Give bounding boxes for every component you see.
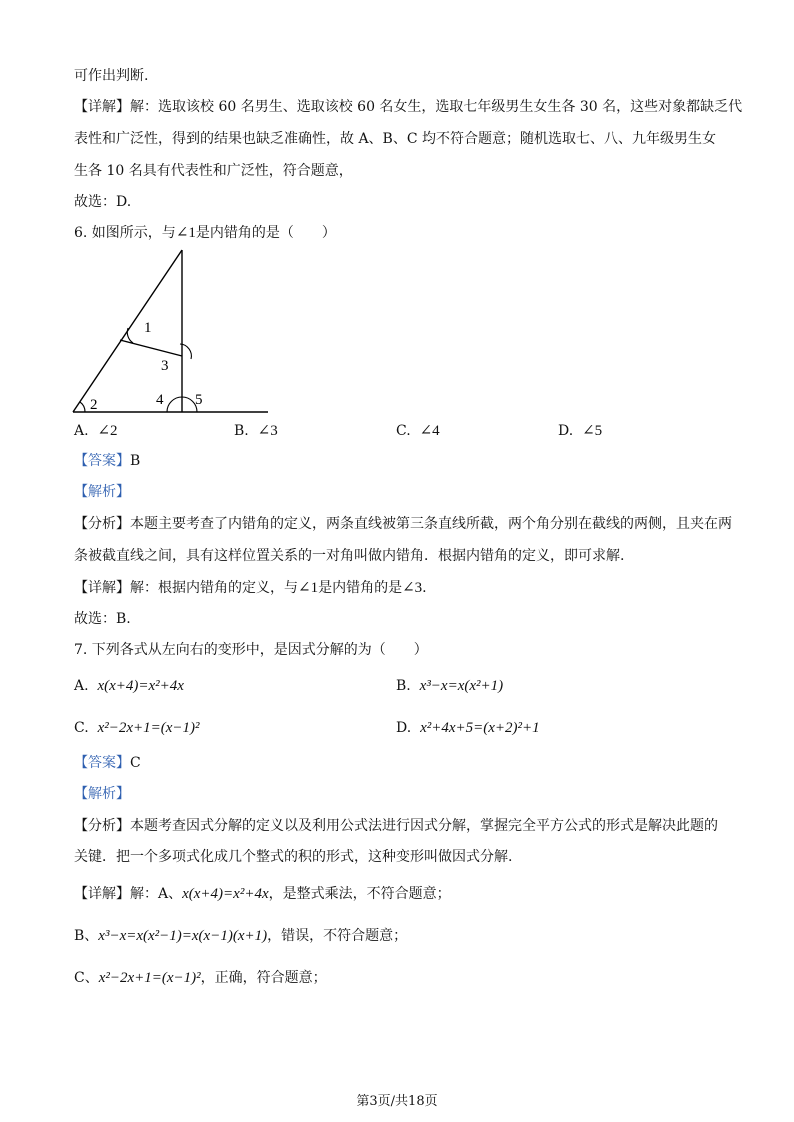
text-line: 【详解】解：选取该校 60 名男生、选取该校 60 名女生，选取七年级男生女生各 30 名，这些对象都缺乏代 <box>74 99 743 115</box>
page-footer: 第3页/共18页 <box>356 1094 438 1109</box>
label-2: 2 <box>90 397 98 413</box>
option-b: B. x³−x=x(x²+1) <box>396 678 504 694</box>
label-4: 4 <box>156 392 164 408</box>
detail-line: 【详解】解：A、x(x+4)=x²+4x，是整式乘法，不符合题意； <box>74 886 451 902</box>
answer-line <box>74 451 140 471</box>
fenxi-line: 【分析】本题主要考查了内错角的定义，两条直线被第三条直线所截，两个角分别在截线的两侧，且夹在两 <box>74 516 732 532</box>
geometry-figure <box>68 244 278 416</box>
option-b: B. ∠3 <box>234 423 278 439</box>
analysis-heading: 【解析】 <box>74 786 130 802</box>
question-stem: 6. 如图所示，与∠1是内错角的是（ ） <box>74 225 336 241</box>
answer-tag: 【答案】 <box>74 755 130 771</box>
fenxi-line: 关键．把一个多项式化成几个整式的积的形式，这种变形叫做因式分解. <box>74 849 513 865</box>
question-stem: 7. 下列各式从左向右的变形中，是因式分解的为（ ） <box>74 642 428 658</box>
angle-2-arc <box>80 402 85 412</box>
option-d: D. ∠5 <box>558 423 603 439</box>
choose-line: 故选：B. <box>74 611 131 627</box>
label-1: 1 <box>144 320 152 336</box>
detail-tag: 【详解】 <box>74 99 130 115</box>
option-a: A. ∠2 <box>74 423 118 439</box>
text-line: 可作出判断. <box>74 68 149 84</box>
answer-tag: 【答案】 <box>74 453 130 469</box>
text-line: 表性和广泛性，得到的结果也缺乏准确性，故 A、B、C 均不符合题意；随机选取七、八、九年级男生女 <box>74 131 717 147</box>
option-c: C. ∠4 <box>396 423 440 439</box>
answer-value: B <box>130 453 141 469</box>
transversal-line <box>120 340 182 356</box>
answer-value: C <box>130 755 141 771</box>
text-line: 故选：D. <box>74 194 132 210</box>
fenxi-line: 【分析】本题考查因式分解的定义以及利用公式法进行因式分解，掌握完全平方公式的形式是解决此题的 <box>74 818 718 834</box>
text-line: 生各 10 名具有代表性和广泛性，符合题意， <box>74 163 353 179</box>
label-3: 3 <box>161 358 169 374</box>
option-c: C. x²−2x+1=(x−1)² <box>74 720 200 736</box>
option-d: D. x²+4x+5=(x+2)²+1 <box>396 720 540 736</box>
option-a: A. x(x+4)=x²+4x <box>74 678 184 694</box>
detail-line: B、x³−x=x(x²−1)=x(x−1)(x+1)，错误，不符合题意； <box>74 928 408 944</box>
fenxi-line: 条被截直线之间，具有这样位置关系的一对角叫做内错角．根据内错角的定义，即可求解. <box>74 548 625 564</box>
answer-line <box>74 753 141 773</box>
label-5: 5 <box>195 392 203 408</box>
detail-line: C、x²−2x+1=(x−1)²，正确，符合题意； <box>74 970 327 986</box>
analysis-heading: 【解析】 <box>74 484 130 500</box>
detail-line: 【详解】解：根据内错角的定义，与∠1是内错角的是∠3. <box>74 580 427 596</box>
